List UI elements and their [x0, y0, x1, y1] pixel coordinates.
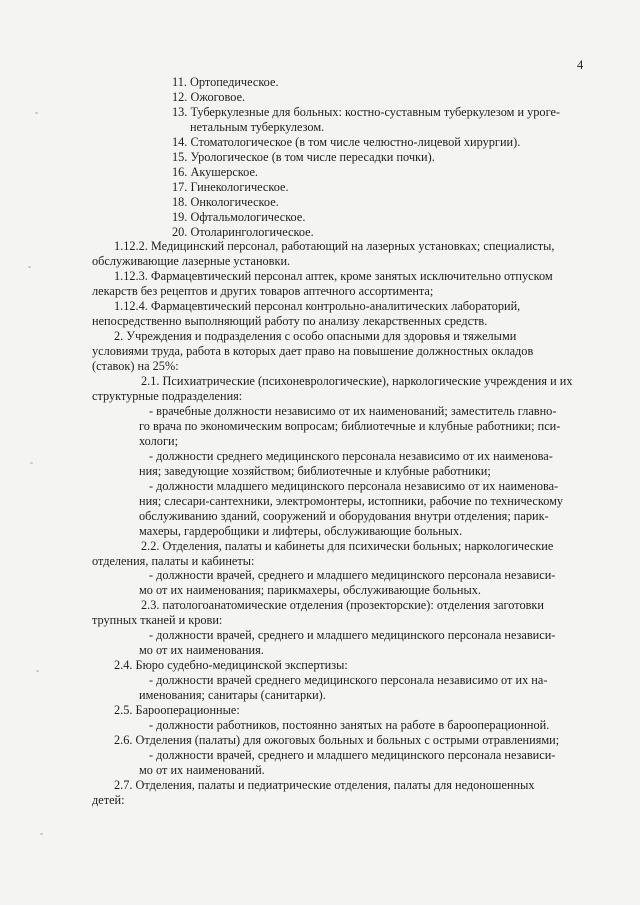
paragraph-2-3-cont: трупных тканей и крови: [92, 613, 223, 628]
paragraph-2-1-cont: структурные подразделения: [92, 389, 243, 404]
scan-speck [35, 112, 38, 114]
paragraph-1-12-4-cont: непосредственно выполняющий работу по анализу лекарственных средств. [92, 314, 488, 329]
bullet-line: обслуживанию зданий, сооружений и оборудования внутри отделения; парик- [139, 508, 549, 523]
bullet-line: ния; слесари-сантехники, электромонтеры, истопники, рабочие по техническому [139, 493, 564, 508]
paragraph-2: 2. Учреждения и подразделения с особо опасными для здоровья и тяжелыми [114, 329, 517, 344]
bullet-line: хологи; [139, 433, 178, 448]
list-item: 17. Гинекологическое. [172, 179, 289, 194]
scan-speck [36, 670, 39, 672]
numbered-list [92, 105, 588, 135]
list-item: 14. Стоматологическое (в том числе челюстно-лицевой хирургии). [172, 134, 521, 149]
paragraph-2-2-cont: отделения, палаты и кабинеты: [92, 553, 255, 568]
list-item: 12. Ожоговое. [172, 89, 246, 104]
list-item-continuation: нетальным туберкулезом. [190, 119, 325, 134]
paragraph-2-2: 2.2. Отделения, палаты и кабинеты для психически больных; наркологические [141, 538, 554, 553]
paragraph-1-12-4: 1.12.4. Фармацевтический персонал контрольно-аналитических лабораторий, [114, 299, 521, 314]
paragraph-1-12-3: 1.12.3. Фармацевтический персонал аптек, кроме занятых исключительно отпуском [114, 269, 553, 284]
bullet-2-5-1: - должности работников, постоянно занятых на работе в бароoперационной. [149, 717, 550, 732]
paragraph-2-1: 2.1. Психиатрические (психоневрологические), наркологические учреждения и их [141, 374, 573, 389]
paragraph-2-7: 2.7. Отделения, палаты и педиатрические отделения, палаты для недоношенных [114, 777, 535, 792]
paragraph-2-7-cont: детей: [92, 792, 125, 807]
scan-speck [30, 462, 33, 464]
bullet-line: мо от их наименований. [139, 762, 265, 777]
bullet-2-1-1 [92, 404, 588, 419]
bullet-2-1-2: - должности среднего медицинского персонала независимо от их наименова- [149, 448, 553, 463]
bullet-line: мо от их наименования. [139, 643, 264, 658]
bullet-2-6-1: - должности врачей, среднего и младшего медицинского персонала независи- [149, 747, 556, 762]
document-body [92, 75, 588, 808]
bullet-line: - врачебные должности независимо от их наименований; заместитель главно- [149, 403, 557, 418]
paragraph-1-12-2: 1.12.2. Медицинский персонал, работающий на лазерных установках; специалисты, [114, 239, 555, 254]
bullet-line: ния; заведующие хозяйством; библиотечные и клубные работники; [139, 463, 491, 478]
list-item: 19. Офтальмологическое. [172, 209, 306, 224]
page-number: 4 [577, 58, 584, 72]
list-item: 11. Ортопедическое. [172, 75, 279, 89]
list-item: 18. Онкологическое. [172, 194, 279, 209]
bullet-2-3-1: - должности врачей, среднего и младшего медицинского персонала независи- [149, 628, 556, 643]
paragraph-2-5: 2.5. Бароoперационные: [114, 703, 240, 718]
bullet-2-2-1: - должности врачей, среднего и младшего медицинского персонала независи- [149, 568, 556, 583]
bullet-2-1-3: - должности младшего медицинского персонала независимо от их наименова- [149, 478, 559, 493]
bullet-line: махеры, гардеробщики и лифтеры, обслуживающие больных. [139, 523, 463, 538]
numbered-list [92, 135, 588, 240]
list-item: 15. Урологическое (в том числе пересадки почки). [172, 149, 435, 164]
bullet-2-4-1: - должности врачей среднего медицинского персонала независимо от их на- [149, 673, 548, 688]
bullet-line: го врача по экономическим вопросам; библиотечные и клубные работники; пси- [139, 418, 561, 433]
scan-speck [28, 266, 31, 268]
list-item: 16. Акушерское. [172, 164, 258, 179]
scan-speck [40, 833, 43, 835]
list-item: 20. Отоларингологическое. [172, 224, 314, 239]
paragraph-1-12-2-cont: обслуживающие лазерные установки. [92, 254, 291, 269]
paragraph-2-4: 2.4. Бюро судебно-медицинской экспертизы: [114, 658, 348, 673]
numbered-list [92, 75, 588, 105]
bullet-line: мо от их наименования; парикмахеры, обслуживающие больных. [139, 583, 481, 598]
list-item: 13. Туберкулезные для больных: костно-суставным туберкулезом и уроге- [172, 104, 560, 119]
bullet-line: именования; санитары (санитарки). [139, 688, 326, 703]
paragraph-2-6: 2.6. Отделения (палаты) для ожоговых больных и больных с острыми отравлениями; [114, 732, 560, 747]
paragraph-2-3: 2.3. патологоанатомические отделения (прозекторские): отделения заготовки [141, 598, 544, 613]
paragraph-2-cont: условиями труда, работа в которых дает право на повышение должностных окладов [92, 344, 534, 359]
paragraph-2-cont: (ставок) на 25%: [92, 359, 179, 374]
paragraph-1-12-3-cont: лекарств без рецептов и других товаров аптечного ассортимента; [92, 284, 434, 299]
